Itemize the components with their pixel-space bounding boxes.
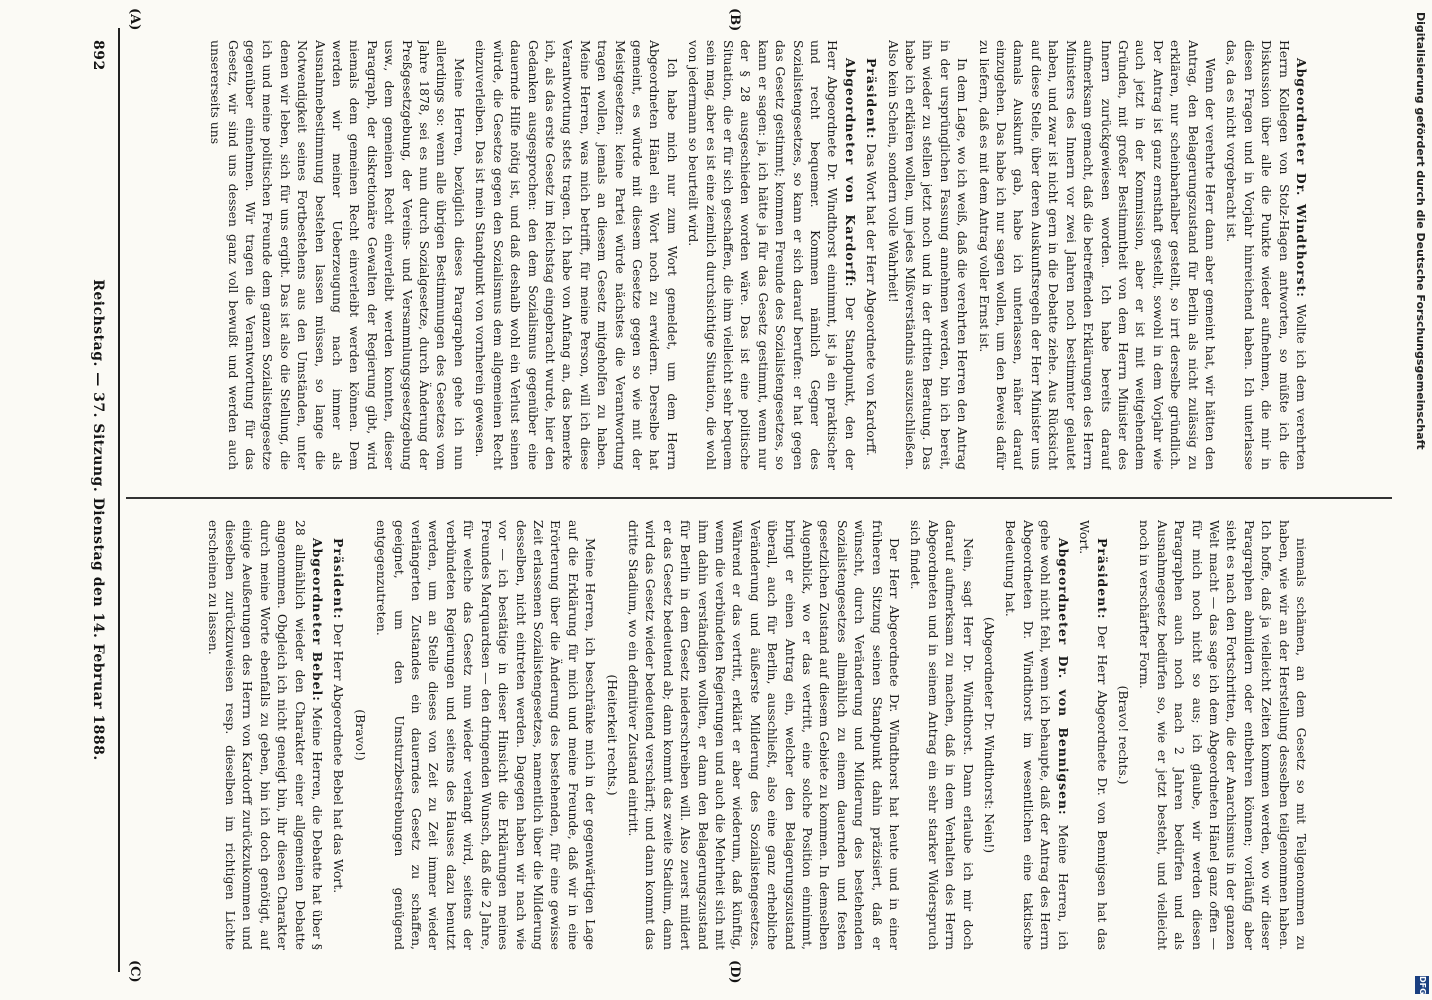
column-divider (126, 497, 1392, 499)
paragraph-text: (Bravo!) (352, 709, 368, 761)
page-number: 892 (90, 40, 106, 71)
digitization-credit (1410, 0, 1432, 1000)
paragraph-text: Der Herr Abgeordnete Bebel hat das Wort. (331, 623, 347, 894)
paragraph (981, 520, 998, 950)
paragraph (373, 520, 599, 950)
paragraph-text: Nein, sagt Herr Dr. Windthorst. Dann erlaube ich mir doch darauf aufmerksam zu machen, daß in dem Verhalten des Herrn Abgeordneten und in seinem Antrag ein sehr starker Widerspruch sich findet. (908, 520, 976, 950)
paragraph (1136, 520, 1310, 950)
speaker-name: Abgeordneter Dr. von Bennigsen: (1055, 538, 1071, 816)
paragraph (472, 40, 681, 470)
speaker-name: Präsident: (331, 538, 347, 620)
margin-mark-a: (A) (127, 8, 142, 31)
speaker-name: Abgeordneter von Kardorff: (842, 58, 858, 288)
margin-mark-d: (D) (727, 960, 742, 984)
header-rule (118, 28, 120, 972)
paragraph (863, 40, 880, 470)
paragraph-text: Der Herr Abgeordnete Dr. Windthorst hat heute und in einer früheren Sitzung seinen Standpunkt dahin präzisiert, daß er wünscht, durch Veränderung und Milderung des bestehenden Sozialistengesetzes allmählich zu einem dauernden und festen gesetzlichen Zustand auf diesem Gebiete zu kommen. In demselben Augenblick, wo er das vertritt, eine solche Position einnimmt, bringt er einen Antrag ein, welcher den Belagerungszustand überall, auch für Berlin, ausschließt, also eine ganz erhebliche Veränderung und äußerste Milderung des Sozialistengesetzes. Während er das vertritt, erklärt er aber wiederum, daß künftig, wenn die verbündeten Regierungen und auch die Mehrheit sich mit ihm dahin verständigen wollten, er dann den Belagerungszustand für Berlin in dem Gesetz niederschreiben will. Also zuerst mildert er das Gesetz bedeutend ab; dann kommt das zweite Stadium, dann wird das Gesetz wieder bedeutend verschärft; und dann kommt das dritte Stadium, wo ein definitiver Zustand eintritt. (625, 520, 903, 950)
paragraph (1115, 520, 1132, 950)
paragraph (330, 520, 347, 950)
dfg-logo-icon: DFG (1415, 976, 1429, 994)
paragraph-text: Meine Herren, ich gehe wohl nicht fehl, wenn ich behaupte, daß der Antrag des Herrn Abgeordneten Dr. Windthorst im wesentlichen eine taktische Bedeutung hat. (1003, 520, 1071, 950)
paragraph-text: Meine Herren, die Debatte hat über § 28 allmählich wieder den Charakter einer allgemeinen Debatte angenommen. Obgleich ich nicht geneigt bin, ihr diesen Charakter durch meine Worte ebenfalls zu geben, bin ich doch genötigt, auf einige Aeußerungen des Herrn von Kardorff zurückzukommen und dieselben zurückzuweisen resp. dieselben im richtigen Lichte erscheinen zu lassen. (205, 520, 326, 950)
paragraph-text: Der Standpunkt, den der Herr Abgeordnete Dr. Windthorst einnimmt, ist ja ein praktischer und recht bequemer. Kommen nämlich Gegner des Sozialistengesetzes, so kann er sich darauf berufen: er hat gegen das Gesetz gestimmt; kommen Freunde des Sozialistengesetzes, so kann er sagen: ja, ich hätte ja für das Gesetz gestimmt, wenn nur der § 28 ausgeschieden worden wäre. Das ist eine politische Situation, die er für sich geschaffen, die ihm vielleicht sehr bequem sein mag, aber es ist eine ziemlich durchsichtige Situation, die wohl von jedermann so beurteilt wird. (686, 40, 858, 470)
credit-text: Digitalisierung gefördert durch die Deutsche Forschungsgemeinschaft (1414, 12, 1427, 450)
paragraph-text: Meine Herren, ich beschränke mich in der gegenwärtigen Lage auf die Erklärung für mich und meine Freunde, daß wir in eine Erörterung über die Änderung des bestehenden, für eine gewisse Zeit erlassenen Sozialistengesetzes, namentlich über die Milderung desselben, nicht eintreten werden. Dagegen haben wir nach wie vor — ich bestätige in dieser Hinsicht die Erklärungen meines Freundes Marquardsen — den dringenden Wunsch, daß die 2 Jahre, für welche das Gesetz nun wieder verlangt wird, seitens der verbündeten Regierungen und seitens des Hauses dazu benutzt werden, um an Stelle dieses von Zeit zu Zeit immer wieder verlängerten Zustandes ein dauerndes Gesetz zu schaffen, geeignet, um den Umsturzbestrebungen genügend entgegenzutreten. (374, 520, 599, 950)
paragraph (884, 40, 971, 470)
page-header (80, 40, 110, 960)
paragraph (207, 40, 468, 470)
paragraph (204, 520, 326, 950)
paragraph-text: Ich habe mich nur zum Wort gemeldet, um dem Herrn Abgeordneten Hänel ein Wort noch zu erwidern. Derselbe hat gemeint, es würde mit diesem Gesetze gegen so wie mit der Meistgesetzen: keine Partei würde nächstes die Verantwortung tragen wollen, jemals an diesem Gesetz mitgeholfen zu haben. Meine Herren, was mich betrifft, für meine Person, will ich diese Verantwortung stets tragen. Ich habe von Anfang an, das bemerke ich, als das erste Gesetz im Reichstag eingebracht wurde, hier den Gedanken ausgesprochen: den dem Sozialismus gegenüber eine dauernde Hilfe nötig ist, und daß deshalb wohl ein Verlust seinen würde, die Gesetze gegen den Sozialismus dem allgemeinen Recht einzuverleiben. Das ist mein Standpunkt von vornherein gewesen. (473, 40, 680, 470)
paragraph-text: (Heiterkeit rechts.) (604, 674, 620, 796)
paragraph-text: (Abgeordneter Dr. Windthorst: Nein!) (982, 616, 998, 854)
paragraph (907, 520, 977, 950)
paragraph (603, 520, 620, 950)
paragraph-text: In dem Lage, wo ich weiß, daß die verehrten Herren den Antrag in der ursprünglichen Fassung annehmen werden, bin ich bereit, ihn wieder zu stellen jetzt noch und in der dritten Beratung. Das habe ich erklären wollen, um jedes Mißverständnis auszuschließen. Also kein Schein, sondern volle Wahrheit! (885, 40, 971, 470)
paragraph (625, 520, 904, 950)
paragraph-text: Meine Herren, bezüglich dieses Paragraphen gehe ich nun allerdings so: wenn alle übrigen Bestimmungen des Gesetzes vom Jahre 1878, sei es nun durch Sozialgesetze, durch Änderung der Preßgesetzgebung, der Vereins- und Versammlungsgesetzgebung usw., dem gemeinen Recht einverleibt werden konnten, dieser Paragraph, der diskretionäre Gewalten der Regierung gibt, wird niemals dem gemeinen Recht einverleibt werden können. Dem werden wir meiner Ueberzeugung nach immer als Ausnahmebestimmung bestehen lassen müssen, so lange die Notwendigkeit seines Fortbestehens aus den Umständen, unter denen wir leben, sich für uns ergibt. Das ist also die Stellung, die ich und meine politischen Freunde dem ganzen Sozialistengesetze gegenüber einnehmen. Wir tragen die Verantwortung für das Gesetz, wir sind uns dessen ganz voll bewußt und werden auch unsererseits uns (208, 40, 467, 470)
paragraph-text: Wollte ich dem verehrten Herrn Kollegen von Stolz-Hagen antworten, so müßte ich die Diskussion über alle die Punkte wieder aufnehmen, die mir in diesen Fragen und in Vorjahr hinreichend haben. Ich unterlasse das, da es nicht vorgebracht ist. (1224, 40, 1309, 470)
speaker-name: Abgeordneter Bebel: (310, 538, 326, 702)
paragraph-text: niemals schämen, an dem Gesetz so mit Teilgenommen zu haben, wie wir an der Herstellung desselben teilgenommen haben. Ich hoffe, daß ja vielleicht Zeiten kommen werden, wo wir dieser Paragraphen abmildern oder entbehren können; vorläufig aber sieht es nach den Fortschritten, die der Anarchismus in der ganzen Welt macht — das sage ich dem Abgeordneten Hänel ganz offen — für mich noch nicht so aus; ich glaube, wir werden diesen Paragraphen auch noch nach 2 Jahren bedürfen und als Ausnahmegesetz bedürfen so, wie er jetzt besteht, und vielleicht noch in verschärfter Form. (1137, 520, 1309, 950)
paragraph (685, 40, 859, 470)
paragraph-text: Das Wort hat der Herr Abgeordnete von Kardorff. (864, 143, 880, 457)
margin-mark-b: (B) (727, 8, 742, 32)
text-column-left (140, 40, 1310, 470)
speaker-name: Präsident: (864, 58, 880, 140)
speaker-name: Präsident: (1094, 538, 1110, 620)
paragraph-text: Der Herr Abgeordnete Dr. von Bennigsen hat das Wort. (1077, 520, 1110, 950)
paragraph (351, 520, 368, 950)
paragraph-text: Wenn der verehrte Herr dann aber gemeint hat, wir hätten den Antrag, den Belagerungszustand für Berlin als nicht zulässig zu erklären, nur scheinbarhalber gestellt, so irrt derselbe gründlich. Der Antrag ist ganz ernsthaft gestellt, sowohl in dem Vorjahr wie auch jetzt in der Kommission, aber er ist mit weitgehendem Gründen, mit großer Bestimmtheit von dem Herrn Minister des Innern zurückgewiesen worden. Ich habe bereits darauf aufmerksam gemacht, daß die betreffenden Erklärungen des Herrn Ministers des Innern vor zwei Jahren noch bestimmter gelautet haben, und zwar ist nicht gern in die Debatte ziehe. Aus Rücksicht auf diese Stelle, über deren Auskunftsregeln der Herr Minister uns damals Auskunft gab, habe ich unterlassen, näher darauf einzugehen. Das habe ich nur sagen wollen, um den Beweis dafür zu liefern, daß es mit dem Antrag voller Ernst ist. (976, 40, 1218, 470)
paragraph-text: (Bravo! rechts.) (1115, 685, 1131, 785)
speaker-name: Abgeordneter Dr. Windthorst: (1294, 58, 1309, 298)
margin-mark-c: (C) (127, 960, 142, 983)
text-column-right (140, 520, 1310, 950)
paragraph (1223, 40, 1310, 470)
paragraph (975, 40, 1219, 470)
page-title: Reichstag. — 37. Sitzung. Dienstag den 14. Februar 1888. (90, 279, 106, 761)
paragraph (1002, 520, 1072, 950)
paragraph (1076, 520, 1111, 950)
